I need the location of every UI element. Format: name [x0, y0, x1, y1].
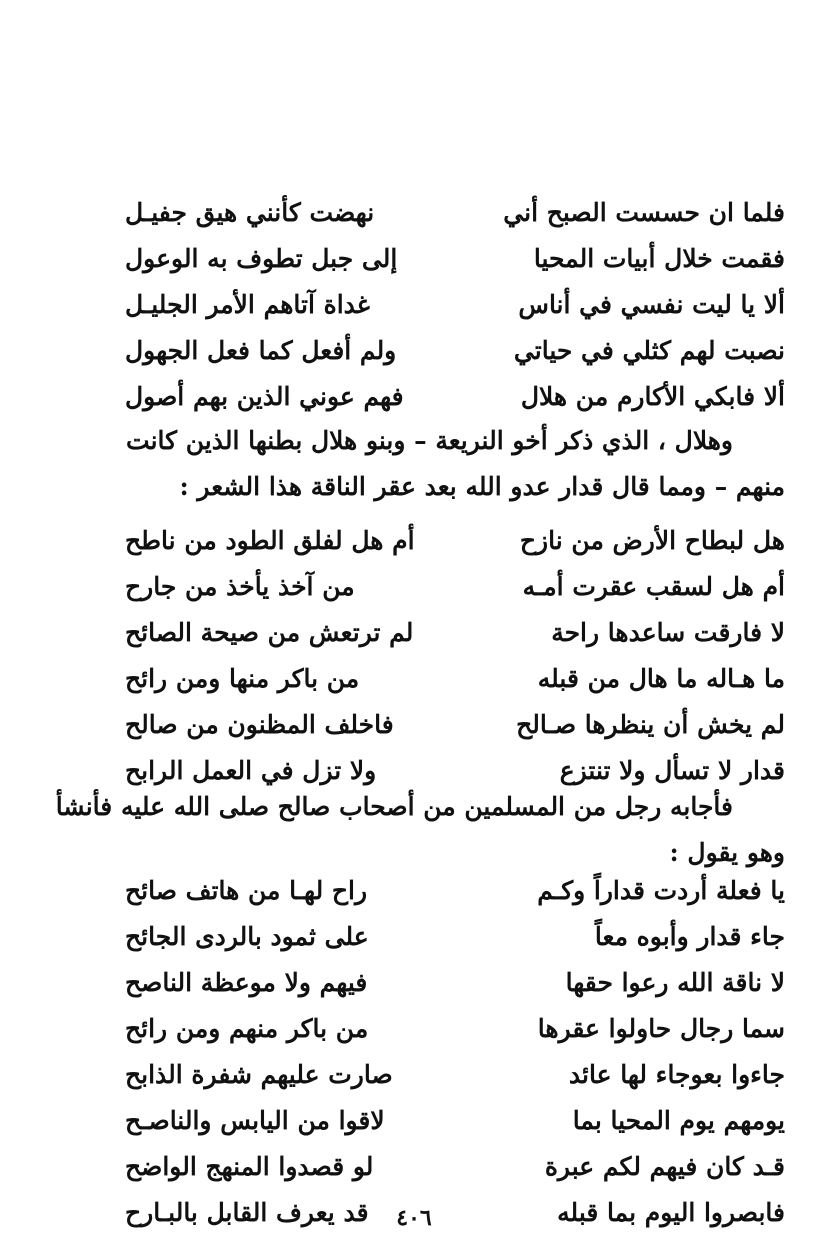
poem-block-1 [125, 190, 785, 420]
verse-second-hemistich: قد يعرف القابل بالبـارح [125, 1198, 369, 1227]
verse-first-hemistich: فلما ان حسست الصبح أني [503, 198, 785, 227]
prose-line: وهلال ، الذي ذكر أخو النريعة – وبنو هلال بطنها الذين كانت [126, 426, 733, 455]
poem-block-3 [125, 868, 785, 1236]
verse [125, 960, 785, 1006]
verse-second-hemistich: نهضت كأنني هيق جفيـل [125, 198, 375, 227]
verse-first-hemistich: جاءوا بعوجاء لها عائد [568, 1060, 785, 1089]
verse [125, 1098, 785, 1144]
verse-first-hemistich: ألا يا ليت نفسي في أناس [518, 290, 785, 319]
verse-second-hemistich: لو قصدوا المنهج الواضح [125, 1152, 374, 1181]
verse-first-hemistich: فابصروا اليوم بما قبله [557, 1198, 785, 1227]
verse [125, 1144, 785, 1190]
verse-first-hemistich: قدار لا تسأل ولا تنتزع [559, 756, 785, 785]
verse [125, 236, 785, 282]
verse-first-hemistich: ألا فابكي الأكارم من هلال [520, 382, 785, 411]
verse-first-hemistich: لا فارقت ساعدها راحة [551, 618, 785, 647]
verse-second-hemistich: على ثمود بالردى الجائح [125, 922, 369, 951]
verse [125, 1052, 785, 1098]
verse [125, 656, 785, 702]
verse-second-hemistich: من باكر منها ومن رائح [125, 664, 360, 693]
verse-first-hemistich: ما هـاله ما هال من قبله [537, 664, 785, 693]
verse [125, 282, 785, 328]
verse-second-hemistich: غداة آتاهم الأمر الجليـل [125, 290, 370, 319]
verse-second-hemistich: من آخذ يأخذ من جارح [125, 572, 355, 601]
prose-line: فأجابه رجل من المسلمين من أصحاب صالح صلى الله عليه فأنشأ [55, 792, 733, 821]
verse-second-hemistich: من باكر منهم ومن رائح [125, 1014, 369, 1043]
verse-first-hemistich: لم يخش أن ينظرها صـالح [516, 710, 785, 739]
verse [125, 702, 785, 748]
verse-second-hemistich: لاقوا من اليابس والناصـح [125, 1106, 385, 1135]
prose-line: وهو يقول : [669, 838, 785, 867]
page-number: ٤٠٦ [396, 1205, 432, 1231]
verse-second-hemistich: أم هل لفلق الطود من ناطح [125, 526, 415, 555]
verse-first-hemistich: جاء قدار وأبوه معاً [594, 922, 785, 951]
verse-second-hemistich: ولم أفعل كما فعل الجهول [125, 336, 397, 365]
verse-first-hemistich: قـد كان فيهم لكم عبرة [544, 1152, 785, 1181]
verse [125, 914, 785, 960]
verse-second-hemistich: فيهم ولا موعظة الناصح [125, 968, 368, 997]
verse [125, 868, 785, 914]
verse-second-hemistich: ولا تزل في العمل الرابح [125, 756, 377, 785]
verse-first-hemistich: أم هل لسقب عقرت أمـه [522, 572, 785, 601]
verse-second-hemistich: لم ترتعش من صيحة الصائح [125, 618, 414, 647]
verse-second-hemistich: راح لهـا من هاتف صائح [125, 876, 368, 905]
verse-first-hemistich: يا فعلة أردت قداراً وكـم [537, 876, 785, 905]
verse [125, 610, 785, 656]
verse-second-hemistich: إلى جبل تطوف به الوعول [125, 244, 398, 273]
verse-first-hemistich: يومهم يوم المحيا بما [572, 1106, 785, 1135]
verse [125, 518, 785, 564]
verse [125, 1006, 785, 1052]
poem-block-2 [125, 518, 785, 794]
verse [125, 564, 785, 610]
verse [125, 374, 785, 420]
verse-second-hemistich: صارت عليهم شفرة الذابح [125, 1060, 393, 1089]
verse-first-hemistich: لا ناقة الله رعوا حقها [565, 968, 785, 997]
verse [125, 190, 785, 236]
prose-paragraph-2 [55, 784, 785, 876]
verse-first-hemistich: سما رجال حاولوا عقرها [537, 1014, 785, 1043]
prose-line: منهم – ومما قال قدار عدو الله بعد عقر الناقة هذا الشعر : [179, 472, 785, 501]
verse-second-hemistich: فهم عوني الذين بهم أصول [125, 382, 404, 411]
verse [125, 328, 785, 374]
verse-second-hemistich: فاخلف المظنون من صالح [125, 710, 394, 739]
prose-paragraph-1 [126, 418, 785, 510]
verse-first-hemistich: هل لبطاح الأرض من نازح [519, 526, 785, 555]
verse-first-hemistich: فقمت خلال أبيات المحيا [533, 244, 785, 273]
verse-first-hemistich: نصبت لهم كثلي في حياتي [513, 336, 785, 365]
